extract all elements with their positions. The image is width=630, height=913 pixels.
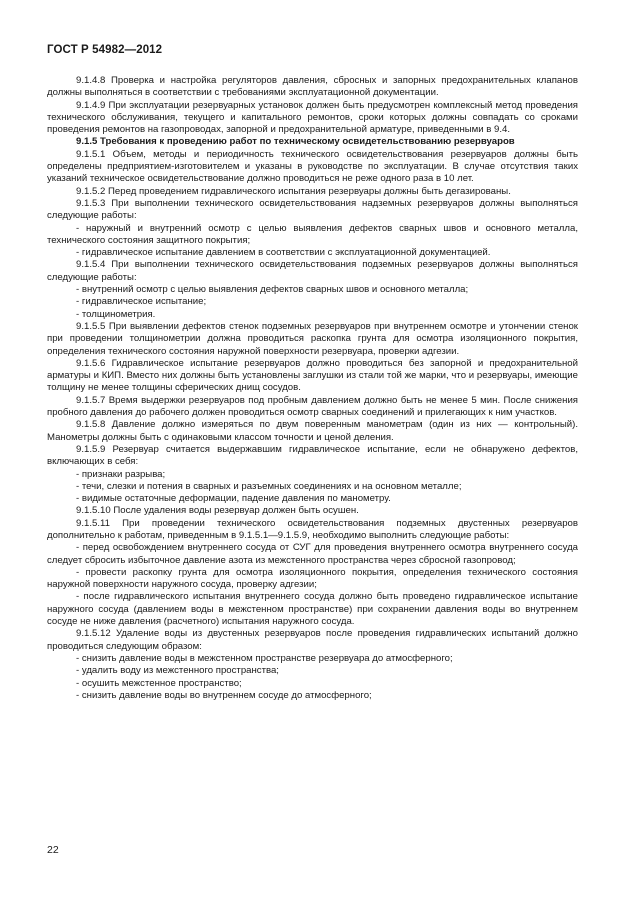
list-item: - толщинометрия. xyxy=(76,308,156,320)
list-item: - осушить межстенное пространство; xyxy=(76,677,242,689)
list-item: - снизить давление воды во внутреннем сосуде до атмосферного; xyxy=(76,689,372,701)
list-item: - снизить давление воды в межстенном пространстве резервуара до атмосферного; xyxy=(76,652,453,664)
list-item: - наружный и внутренний осмотр с целью выявления дефектов сварных швов и основного металла, технического состояния защитного покрытия; xyxy=(47,222,578,246)
section-heading-9-1-5: 9.1.5 Требования к проведению работ по техническому освидетельствованию резервуаров xyxy=(76,136,515,148)
paragraph-9-1-5-11: 9.1.5.11 При проведении технического освидетельствования подземных двустенных резервуаров дополнительно к работам, приведенным в 9.1.5.1—9.1.5.9, необходимо выполнить следующие работы: xyxy=(47,517,578,541)
paragraph-9-1-5-12: 9.1.5.12 Удаление воды из двустенных резервуаров после проведения гидравлических испытаний должно проводиться следующим образом: xyxy=(47,628,578,652)
list-item: - внутренний осмотр с целью выявления дефектов сварных швов и основного металла; xyxy=(76,284,469,296)
paragraph-9-1-5-2: 9.1.5.2 Перед проведением гидравлического испытания резервуары должны быть дегазированы. xyxy=(76,185,511,197)
document-header: ГОСТ Р 54982—2012 xyxy=(47,44,163,56)
paragraph-9-1-5-9: 9.1.5.9 Резервуар считается выдержавшим гидравлическое испытание, если не обнаружено дефектов, включающих в себя: xyxy=(47,443,578,468)
paragraph-9-1-5-5: 9.1.5.5 При выявлении дефектов стенок подземных резервуаров при внутреннем осмотре и утончении стенок при проведении толщинометрии должна проводиться раскопка грунта для осмотра изоляционного покрытия, определения технического состояния наружной поверхности резервуара, проверки адгезии. xyxy=(47,320,578,357)
list-item: - провести раскопку грунта для осмотра изоляционного покрытия, определения технического состояния наружной поверхности наружного сосуда, проверку адгезии; xyxy=(47,566,578,591)
paragraph-9-1-4-9: 9.1.4.9 При эксплуатации резервуарных установок должен быть предусмотрен комплексный метод проведения технического обслуживания, текущего и капитального ремонтов, сроки которых должны совпадать со сроками проведения ремонтов на газопроводах, запорной и предохранительной арматуре, приведенными в 9.4. xyxy=(47,99,578,136)
paragraph-9-1-5-4: 9.1.5.4 При выполнении технического освидетельствования подземных резервуаров должны выполняться следующие работы: xyxy=(47,259,578,283)
list-item: - после гидравлического испытания внутреннего сосуда должно быть проведено гидравлическое испытание наружного сосуда (давлением воды в межстенном пространстве) при сохранении давления воды во внутреннем сосуде не ниже давления (расчетного) испытания наружного сосуда. xyxy=(47,591,578,628)
page-number: 22 xyxy=(47,844,59,856)
list-item: - гидравлическое испытание; xyxy=(76,296,207,308)
list-item: - удалить воду из межстенного пространства; xyxy=(76,665,279,677)
paragraph-9-1-5-10: 9.1.5.10 После удаления воды резервуар должен быть осушен. xyxy=(76,505,359,517)
list-item: - признаки разрыва; xyxy=(76,468,166,480)
paragraph-9-1-5-1: 9.1.5.1 Объем, методы и периодичность технического освидетельствования резервуаров должны быть определены предприятием-изготовителем и указаны в руководстве по эксплуатации. В случае отсутствия таких указаний техническое освидетельствование должно проводиться не реже одного раза в 10 лет. xyxy=(47,148,578,185)
paragraph-9-1-5-8: 9.1.5.8 Давление должно измеряться по двум поверенным манометрам (один из них — контрольный). Манометры должны быть с одинаковыми классом точности и ценой деления. xyxy=(47,419,578,443)
paragraph-9-1-4-8: 9.1.4.8 Проверка и настройка регуляторов давления, сбросных и запорных предохранительных клапанов должны выполняться в соответствии с требованиями эксплуатационной документации. xyxy=(47,75,578,99)
document-body xyxy=(47,75,578,702)
list-item: - гидравлическое испытание давлением в соответствии с эксплуатационной документацией. xyxy=(76,247,491,259)
list-item: - перед освобождением внутреннего сосуда от СУГ для проведения внутреннего осмотра внутреннего сосуда следует сбросить избыточное давление азота из межстенного пространства через сбросной газопровод; xyxy=(47,542,578,566)
paragraph-9-1-5-7: 9.1.5.7 Время выдержки резервуаров под пробным давлением должно быть не менее 5 мин. После снижения пробного давления до рабочего должен проводиться осмотр сварных соединений и прилегающих к ним участков. xyxy=(47,394,578,419)
paragraph-9-1-5-6: 9.1.5.6 Гидравлическое испытание резервуаров должно проводиться без запорной и предохранительной арматуры и КИП. Вместо них должны быть установлены заглушки из стали той же марки, что и резервуары, имеющие толщину не менее толщины сферических днищ сосудов. xyxy=(47,357,578,394)
list-item: - течи, слезки и потения в сварных и разъемных соединениях и на основном металле; xyxy=(76,480,462,492)
list-item: - видимые остаточные деформации, падение давления по манометру. xyxy=(76,493,391,505)
paragraph-9-1-5-3: 9.1.5.3 При выполнении технического освидетельствования надземных резервуаров должны выполняться следующие работы: xyxy=(47,197,578,222)
